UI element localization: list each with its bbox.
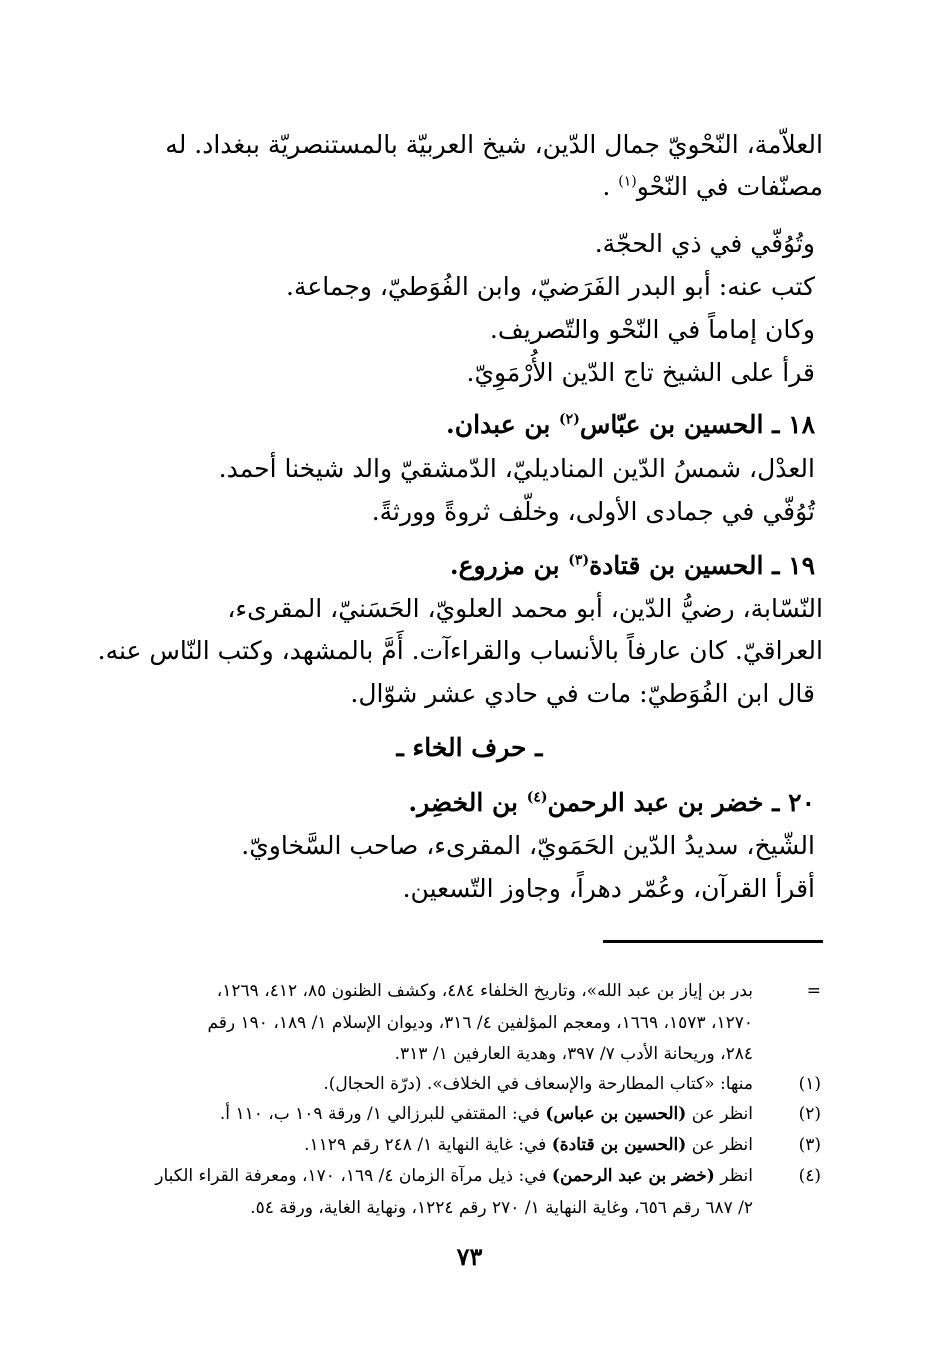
entry-name: ١٩ ـ الحسين بن قتادة: [589, 551, 815, 580]
footnote-line: ٢٨٤، وريحانة الأدب ٧/ ٣٩٧، وهدية العارفين ١/ ٣١٣.: [394, 1044, 753, 1064]
footnote-line: [304, 1130, 753, 1160]
footnote-line: [155, 1161, 753, 1191]
footnote-ref[interactable]: (١): [618, 173, 637, 190]
page-number: ٧٣: [456, 1242, 483, 1271]
footnote-continuation-mark: =: [806, 981, 821, 1001]
footnote-separator: [603, 940, 823, 943]
body-text: .: [602, 172, 611, 201]
footnote-number: (٣): [798, 1135, 821, 1155]
entry-name: ١٨ ـ الحسين بن عبّاس: [579, 410, 815, 439]
footnote-line: منها: «كتاب المطارحة والإسعاف في الخلاف». (درّة الحجال).: [323, 1074, 753, 1094]
footnote-text: انظر عن: [691, 1104, 753, 1124]
body-line: العراقيّ. كان عارفاً بالأنساب والقراءآت. أَمَّ بالمشهد، وكتب النّاس عنه.: [97, 636, 823, 665]
footnote-line: ٢/ ٦٨٧ رقم ٦٥٦، وغاية النهاية ١/ ٢٧٠ رقم ١٢٢٤، ونهاية الغاية، ورقة ٥٤.: [250, 1198, 753, 1218]
entry-heading: [446, 408, 815, 442]
footnote-line: ١٢٧٠، ١٥٧٣، ١٦٦٩، ومعجم المؤلفين ٤/ ٣١٦، وديوان الإسلام ١/ ١٨٩، ١٩٠ رقم: [207, 1013, 753, 1033]
footnote-line: [220, 1099, 753, 1129]
body-line: أقرأ القرآن، وعُمّر دهراً، وجاوز التّسعين.: [402, 874, 815, 903]
body-line: العلاّمة، النّحْويّ جمال الدّين، شيخ العربيّة بالمستنصريّة ببغداد. له: [165, 130, 823, 159]
footnote-ref[interactable]: (٣): [568, 552, 590, 569]
footnote-number: (٤): [798, 1166, 821, 1186]
entry-name: بن مزروع.: [449, 551, 560, 580]
footnote-ref[interactable]: (٤): [526, 789, 548, 806]
body-line: الشّيخ، سديدُ الدّين الحَمَويّ، المقرىء، صاحب السَّخاويّ.: [241, 831, 815, 860]
footnote-number: (١): [798, 1074, 821, 1094]
footnote-number: (٢): [798, 1104, 821, 1124]
entry-heading: [408, 786, 815, 820]
body-line: قال ابن الفُوَطيّ: مات في حادي عشر شوّال.: [350, 679, 815, 708]
footnote-text: انظر عن: [691, 1135, 753, 1155]
body-line: تُوُفّي في جمادى الأولى، وخلّف ثروةً وورثةً.: [371, 497, 815, 526]
section-title: ـ حرف الخاء ـ: [396, 733, 543, 762]
footnote-line: بدر بن إياز بن عبد الله»، وتاريخ الخلفاء ٤٨٤، وكشف الظنون ٨٥، ٤١٢، ١٢٦٩،: [216, 981, 753, 1001]
body-line: وكان إماماً في النّحْو والتّصريف.: [489, 315, 815, 344]
footnote-text: في: المقتفي للبرزالي ١/ ورقة ١٠٩ ب، ١١٠ أ.: [219, 1104, 540, 1124]
entry-name: بن عبدان.: [446, 410, 551, 439]
footnote-text: انظر: [720, 1166, 753, 1186]
entry-name: بن الخضِر.: [408, 788, 518, 817]
body-line: العدْل، شمسُ الدّين المناديليّ، الدّمشقيّ والد شيخنا أحمد.: [218, 454, 815, 483]
body-text: مصنّفات في النّحْو: [636, 172, 823, 201]
body-line: النّسّابة، رضيُّ الدّين، أبو محمد العلويّ، الحَسَنيّ، المقرىء،: [227, 594, 823, 623]
footnote-ref[interactable]: (٢): [559, 411, 580, 428]
footnote-subject: (الحسين بن عباس): [545, 1104, 687, 1124]
body-line: كتب عنه: أبو البدر الفَرَضيّ، وابن الفُوَطيّ، وجماعة.: [286, 272, 815, 301]
footnote-text: في: ذيل مرآة الزمان ٤/ ١٦٩، ١٧٠، ومعرفة القراء الكبار: [155, 1166, 547, 1186]
entry-name: ٢٠ ـ خضر بن عبد الرحمن: [547, 788, 815, 817]
footnote-text: في: غاية النهاية ١/ ٢٤٨ رقم ١١٢٩.: [304, 1135, 547, 1155]
body-line: [602, 170, 823, 204]
body-line: قرأ على الشيخ تاج الدّين الأُرْمَوِيّ.: [466, 358, 815, 387]
body-line: وتُوُفّي في ذي الحجّة.: [594, 229, 815, 258]
footnote-subject: (خضر بن عبد الرحمن): [551, 1166, 715, 1186]
footnote-subject: (الحسين بن قتادة): [551, 1135, 687, 1155]
entry-heading: [450, 549, 815, 583]
